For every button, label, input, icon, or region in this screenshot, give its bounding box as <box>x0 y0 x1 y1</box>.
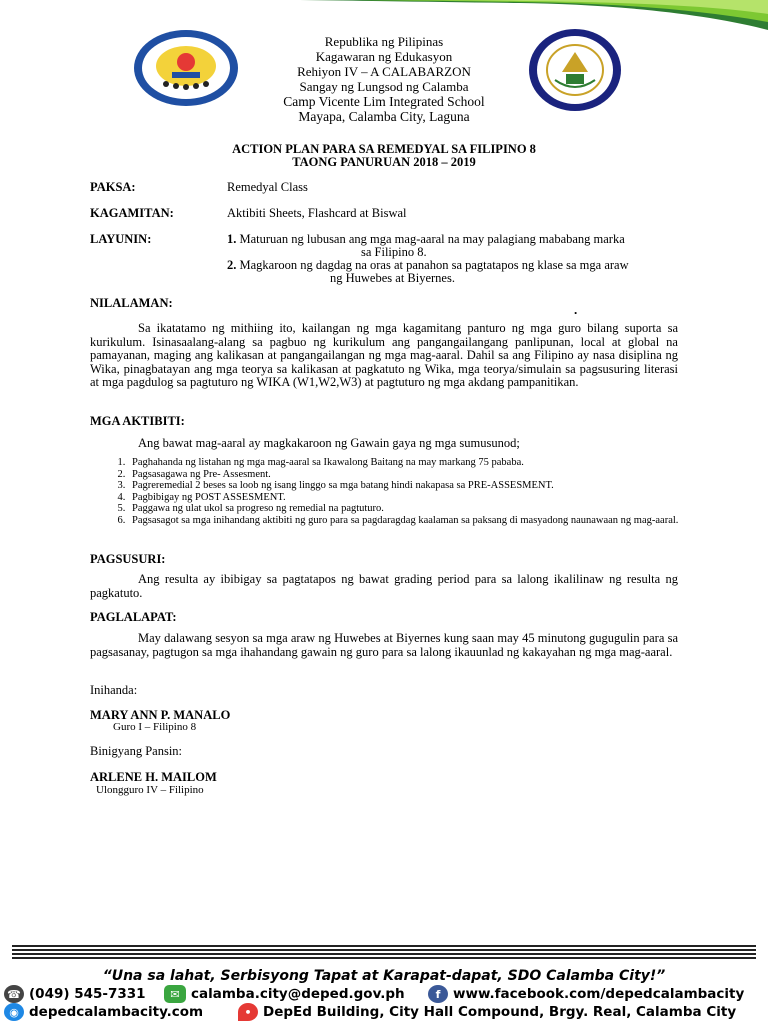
footer-facebook[interactable] <box>428 985 744 1003</box>
footer-website-text[interactable]: depedcalambacity.com <box>29 1004 204 1020</box>
document-title: ACTION PLAN PARA SA REMEDYAL SA FILIPINO 8 <box>232 142 536 156</box>
layunin-item-1-text: Maturuan ng lubusan ang mga mag-aaral na may palagiang mababang marka <box>236 232 625 246</box>
list-item: 2. Pagsasagawa ng Pre- Assesment. <box>128 469 688 481</box>
phone-icon: ☎ <box>4 985 24 1003</box>
prepared-position: Guro I – Filipino 8 <box>113 721 197 733</box>
footer-facebook-text[interactable]: www.facebook.com/depedcalambacity <box>453 986 745 1002</box>
layunin-item-2-cont: ng Huwebes at Biyernes. <box>330 271 455 285</box>
footer-website[interactable] <box>4 1003 203 1021</box>
header-line-address: Mayapa, Calamba City, Laguna <box>298 109 470 124</box>
header-block <box>250 34 518 124</box>
email-icon: ✉ <box>164 985 186 1003</box>
paksa-value: Remedyal Class <box>227 180 308 194</box>
pagsusuri-text: Ang resulta ay ibibigay sa pagtatapos ng bawat grading period para sa lalong ikalilinaw ng resulta ng pagkatuto. <box>90 572 678 600</box>
header-line-republic: Republika ng Pilipinas <box>324 34 444 49</box>
header-line-region: Rehiyon IV – A CALABARZON <box>297 64 471 79</box>
list-item: 1. Paghahanda ng listahan ng mga mag-aaral sa Ikawalong Baitang na may markang 75 pababa. <box>128 457 688 469</box>
noted-label: Binigyang Pansin: <box>90 744 183 758</box>
kagamitan-value: Aktibiti Sheets, Flashcard at Biswal <box>227 206 407 220</box>
kagamitan-label: KAGAMITAN: <box>90 206 174 220</box>
layunin-item-2-number: 2. <box>227 258 237 272</box>
footer-motto: “Una sa lahat, Serbisyong Tapat at Karapat-dapat, SDO Calamba City!” <box>102 968 666 984</box>
aktibiti-label: MGA AKTIBITI: <box>90 414 185 428</box>
footer-address-text: DepEd Building, City Hall Compound, Brgy. Real, Calamba City <box>263 1004 737 1020</box>
layunin-item-1-cont: sa Filipino 8. <box>361 245 427 259</box>
header-line-division: Sangay ng Lungsod ng Calamba <box>299 79 469 94</box>
list-item: 3. Pagreremedial 2 beses sa loob ng isang linggo sa mga batang hindi nakapasa sa PRE-ASSESMENT. <box>128 480 688 492</box>
prepared-label: Inihanda: <box>90 683 138 697</box>
prepared-name: MARY ANN P. MANALO <box>90 708 231 722</box>
facebook-icon: f <box>428 985 448 1003</box>
list-item: 4. Pagbibigay ng POST ASSESMENT. <box>128 492 688 504</box>
footer-phone <box>4 985 146 1003</box>
layunin-label: LAYUNIN: <box>90 232 152 246</box>
paglalapat-text: May dalawang sesyon sa mga araw ng Huwebes at Biyernes kung saan may 45 minutong gugugulin para sa pagsasanay, pagtugon sa mga ihahandang gawain ng guro para sa lalong ikauunlad ng kakayahan ng mga mag-aaral. <box>90 631 678 659</box>
pagsusuri-label: PAGSUSURI: <box>90 552 166 566</box>
layunin-item-1-number: 1. <box>227 232 237 246</box>
aktibiti-intro: Ang bawat mag-aaral ay magkakaroon ng Gawain gaya ng mga sumusunod; <box>138 436 520 450</box>
globe-icon: ◉ <box>4 1003 24 1021</box>
nilalaman-dot: . <box>574 302 578 317</box>
footer-phone-text: (049) 545-7331 <box>29 986 146 1002</box>
deped-seal-logo <box>132 28 240 108</box>
footer-email <box>164 985 405 1003</box>
school-seal-logo <box>528 28 622 112</box>
footer-address <box>238 1003 736 1021</box>
noted-position: Ulongguro IV – Filipino <box>96 784 204 796</box>
nilalaman-text: Sa ikatatamo ng mithiing ito, kailangan ng mga kagamitang panturo ng mga guro bilang suporta sa kurikulum. Isinasaalang-alang sa pagbuo ng kurikulum ang pangangailangang panlipunan, local at global na pamayanan, maging ang kalikasan at pangangailangan ng mga mag-aaral. Dahil sa ang Filipino ay nasa disiplina ng Wika, pinagbatayan ang mga teorya sa kalikasan at pagkatuto ng Wika, mga teorya/simulain sa pagsusuring literasi at mga pagdulog sa pagtuturo ng WIKA (W1,W2,W3) at pagtuturo ng mga akdang pampanitikan. <box>90 321 678 389</box>
nilalaman-label: NILALAMAN: <box>90 296 173 310</box>
aktibiti-list <box>90 457 688 526</box>
layunin-item-2-text: Magkaroon ng dagdag na oras at panahon sa pagtatapos ng klase sa mga araw <box>236 258 629 272</box>
document-subtitle: TAONG PANURUAN 2018 – 2019 <box>292 155 476 169</box>
list-item: 5. Paggawa ng ulat ukol sa progreso ng remedial na pagtuturo. <box>128 503 688 515</box>
paglalapat-label: PAGLALAPAT: <box>90 610 177 624</box>
header-line-school: Camp Vicente Lim Integrated School <box>283 94 485 109</box>
list-item: 6. Pagsasagot sa mga inihandang aktibiti ng guro para sa pagdaragdag kaalaman sa paksang di masyadong naunawaan ng mag-aaral. <box>128 515 688 527</box>
footer-email-text: calamba.city@deped.gov.ph <box>191 986 405 1002</box>
header-line-department: Kagawaran ng Edukasyon <box>315 49 453 64</box>
location-pin-icon: • <box>238 1003 258 1021</box>
footer-divider <box>12 945 756 961</box>
noted-name: ARLENE H. MAILOM <box>90 770 217 784</box>
paksa-label: PAKSA: <box>90 180 136 194</box>
